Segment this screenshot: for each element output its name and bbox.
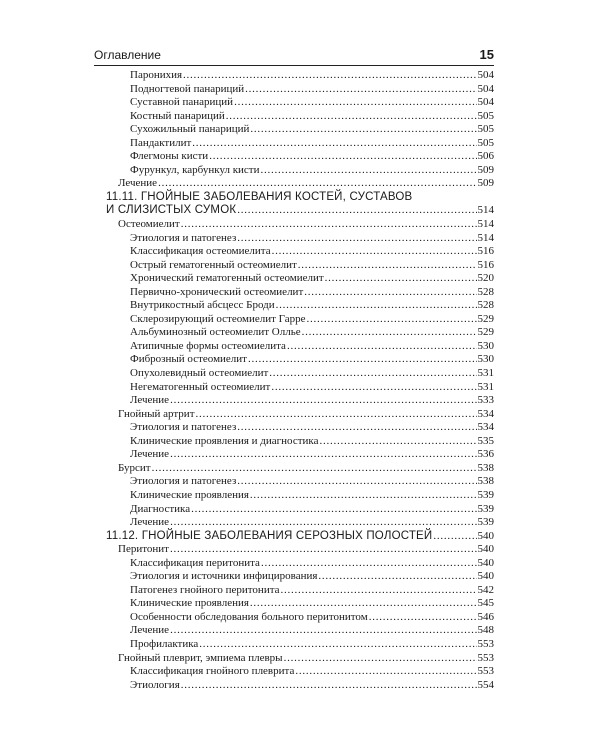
- toc-entry-page: 509: [477, 163, 494, 176]
- toc-entry-title: Хронический гематогенный остеомиелит: [130, 272, 324, 285]
- toc-entry-page: 531: [477, 367, 494, 380]
- toc-entry[interactable]: [94, 326, 494, 340]
- toc-entry-title: Классификация гнойного плеврита: [130, 665, 295, 678]
- toc-entry-title: Негематогенный остеомиелит: [130, 380, 271, 393]
- dot-leader: [276, 299, 477, 313]
- dot-leader: [234, 96, 476, 110]
- toc-entry-page: 553: [477, 665, 494, 678]
- toc-entry[interactable]: [94, 83, 494, 97]
- toc-entry[interactable]: [94, 665, 494, 679]
- toc-entry-title: Клинические проявления: [130, 488, 249, 501]
- toc-entry-title: Пандактилит: [130, 136, 192, 149]
- dot-leader: [196, 408, 477, 422]
- toc-entry[interactable]: [94, 69, 494, 83]
- toc-entry-page: 553: [477, 651, 494, 664]
- dot-leader: [248, 353, 477, 367]
- toc-entry-page: 540: [477, 543, 494, 556]
- toc-entry[interactable]: [94, 408, 494, 422]
- toc-entry[interactable]: [94, 448, 494, 462]
- toc-entry-page: 520: [477, 272, 494, 285]
- toc-entry[interactable]: [94, 218, 494, 232]
- toc-entry-title: Гнойный плеврит, эмпиема плевры: [118, 651, 283, 664]
- toc-entry[interactable]: [94, 516, 494, 530]
- toc-entry-title: Фурункул, карбункул кисти: [130, 163, 260, 176]
- toc-entry-page: 554: [477, 678, 494, 691]
- toc-entry-title: Остеомиелит: [118, 218, 180, 231]
- toc-entry[interactable]: [94, 584, 494, 598]
- dot-leader: [183, 69, 476, 83]
- toc-entry-title: 11.12. ГНОЙНЫЕ ЗАБОЛЕВАНИЯ СЕРОЗНЫХ ПОЛОСТЕЙ: [106, 529, 433, 542]
- dot-leader: [199, 638, 476, 652]
- toc-entry-page: 516: [477, 258, 494, 271]
- toc-entry-title: Этиология и патогенез: [130, 421, 237, 434]
- dot-leader: [237, 421, 476, 435]
- toc-entry-title: Склерозирующий остеомиелит Гарре: [130, 312, 306, 325]
- toc-entry[interactable]: [94, 137, 494, 151]
- dot-leader: [287, 340, 477, 354]
- toc-entry-title: Фиброзный остеомиелит: [130, 353, 247, 366]
- toc-entry[interactable]: [94, 624, 494, 638]
- dot-leader: [269, 367, 476, 381]
- toc-entry-page: 530: [477, 339, 494, 352]
- toc-entry[interactable]: [94, 611, 494, 625]
- toc-entry[interactable]: [94, 421, 494, 435]
- dot-leader: [152, 462, 477, 476]
- toc-entry-title: И СЛИЗИСТЫХ СУМОК: [106, 204, 237, 217]
- dot-leader: [170, 394, 476, 408]
- toc-entry-page: 505: [477, 109, 494, 122]
- toc-entry[interactable]: [94, 503, 494, 517]
- toc-entry-title: Флегмоны кисти: [130, 150, 209, 163]
- dot-leader: [271, 381, 476, 395]
- dot-leader: [272, 245, 477, 259]
- dot-leader: [307, 313, 477, 327]
- toc-section-heading[interactable]: 11.11. ГНОЙНЫЕ ЗАБОЛЕВАНИЯ КОСТЕЙ, СУСТАВОВ: [106, 190, 413, 203]
- toc-entry-title: Этиология и источники инфицирования: [130, 570, 318, 583]
- toc-entry-title: Лечение: [118, 177, 158, 190]
- dot-leader: [318, 570, 476, 584]
- toc-entry-page: 539: [477, 516, 494, 529]
- toc-entry-title: Бурсит: [118, 461, 151, 474]
- dot-leader: [245, 83, 476, 97]
- toc-entry-page: 531: [477, 380, 494, 393]
- toc-entry-page: 546: [477, 610, 494, 623]
- toc-entry-page: 514: [477, 218, 494, 231]
- toc-entry[interactable]: [94, 557, 494, 571]
- dot-leader: [170, 448, 476, 462]
- toc-entry[interactable]: [94, 353, 494, 367]
- toc-entry-title: Сухожильный панариций: [130, 123, 250, 136]
- toc-entry-page: 528: [477, 285, 494, 298]
- toc-entry-title: Перитонит: [118, 543, 169, 556]
- toc-entry-title: Гнойный артрит: [118, 407, 195, 420]
- dot-leader: [158, 177, 476, 191]
- dot-leader: [170, 516, 476, 530]
- dot-leader: [261, 557, 477, 571]
- toc-entry-page: 504: [477, 69, 494, 81]
- toc-entry-title: Опухолевидный остеомиелит: [130, 367, 269, 380]
- toc-entry[interactable]: [94, 313, 494, 327]
- header-page-number: 15: [479, 47, 494, 62]
- toc-entry[interactable]: [94, 123, 494, 137]
- toc-entry-title: Классификация перитонита: [130, 556, 260, 569]
- running-header: [94, 45, 494, 66]
- toc-entry[interactable]: [94, 462, 494, 476]
- toc-entry[interactable]: [94, 475, 494, 489]
- toc-entry-page: 540: [477, 570, 494, 583]
- dot-leader: [250, 597, 477, 611]
- toc-entry-title: Клинические проявления и диагностика: [130, 434, 319, 447]
- toc-entry-title: Атипичные формы остеомиелита: [130, 339, 286, 352]
- toc-entry-page: 539: [477, 502, 494, 515]
- toc-entry-page: 530: [477, 353, 494, 366]
- toc-entry-page: 529: [477, 312, 494, 325]
- dot-leader: [237, 204, 476, 218]
- toc-entry-title: Классификация остеомиелита: [130, 245, 271, 258]
- dot-leader: [250, 489, 477, 503]
- dot-leader: [284, 652, 477, 666]
- toc-entry[interactable]: [94, 394, 494, 408]
- toc-entry-page: 529: [477, 326, 494, 339]
- toc-entry-title: Паронихия: [130, 69, 183, 81]
- dot-leader: [369, 611, 477, 625]
- toc-entry[interactable]: [94, 299, 494, 313]
- toc-entry-title: Первично-хронический остеомиелит: [130, 285, 304, 298]
- toc-entry[interactable]: [94, 245, 494, 259]
- toc-entry-page: 505: [477, 136, 494, 149]
- toc-entry-page: 514: [477, 204, 494, 217]
- toc-entry[interactable]: [94, 638, 494, 652]
- dot-leader: [261, 164, 477, 178]
- toc-entry[interactable]: [94, 367, 494, 381]
- dot-leader: [281, 584, 477, 598]
- toc-entry-title: Диагностика: [130, 502, 191, 515]
- toc-entry[interactable]: [94, 259, 494, 273]
- dot-leader: [170, 543, 477, 557]
- toc-entry-title: Острый гематогенный остеомиелит: [130, 258, 297, 271]
- toc-entry[interactable]: [94, 570, 494, 584]
- toc-entry-title: Альбуминозный остеомиелит Оллье: [130, 326, 301, 339]
- toc-entry[interactable]: [94, 543, 494, 557]
- toc-entry-page: 534: [477, 421, 494, 434]
- toc-entry-page: 516: [477, 245, 494, 258]
- toc-entry-title: Лечение: [130, 448, 170, 461]
- toc-entry-title: Лечение: [130, 516, 170, 529]
- toc-entry-page: 535: [477, 434, 494, 447]
- toc-entry-title: Этиология и патогенез: [130, 475, 237, 488]
- toc-entry-page: 536: [477, 448, 494, 461]
- toc-entry[interactable]: [94, 597, 494, 611]
- toc-entry-page: 538: [477, 475, 494, 488]
- dot-leader: [181, 679, 477, 693]
- toc-entry-page: 545: [477, 597, 494, 610]
- toc-entry[interactable]: [94, 110, 494, 124]
- toc-entry-page: 528: [477, 299, 494, 312]
- toc-section-heading-cont[interactable]: [94, 204, 494, 218]
- toc-entry-page: 538: [477, 461, 494, 474]
- toc-entry-title: Патогенез гнойного перитонита: [130, 583, 280, 596]
- toc-entry[interactable]: [94, 652, 494, 666]
- toc-entry-title: Этиология: [130, 678, 180, 691]
- dot-leader: [319, 435, 476, 449]
- toc-entry-title: Лечение: [130, 394, 170, 407]
- toc-entry-page: 533: [477, 394, 494, 407]
- toc-entry-page: 539: [477, 488, 494, 501]
- toc-entry[interactable]: [94, 489, 494, 503]
- toc-entry[interactable]: [94, 150, 494, 164]
- toc-entry-page: 553: [477, 637, 494, 650]
- toc-entry-page: 534: [477, 407, 494, 420]
- toc-entry-title: Суставной панариций: [130, 96, 234, 109]
- dot-leader: [237, 232, 476, 246]
- dot-leader: [298, 259, 477, 273]
- toc-entry-page: 505: [477, 123, 494, 136]
- toc-entry-page: 504: [477, 96, 494, 109]
- toc-entry-title: Лечение: [130, 624, 170, 637]
- toc-entry-page: 506: [477, 150, 494, 163]
- toc-entry-page: 542: [477, 583, 494, 596]
- toc-entry[interactable]: [94, 340, 494, 354]
- toc-entry-title: Особенности обследования больного перитонитом: [130, 610, 368, 623]
- toc-entry[interactable]: [94, 679, 494, 693]
- toc-entry-title: Этиология и патогенез: [130, 231, 237, 244]
- dot-leader: [325, 272, 477, 286]
- dot-leader: [170, 624, 476, 638]
- toc-entry-page: 514: [477, 231, 494, 244]
- toc-section-heading[interactable]: [94, 530, 494, 544]
- toc-entry[interactable]: [94, 164, 494, 178]
- toc-entry-title: Клинические проявления: [130, 597, 249, 610]
- toc-entry-page: 540: [477, 556, 494, 569]
- dot-leader: [209, 150, 476, 164]
- toc-entry[interactable]: [94, 286, 494, 300]
- toc-entry[interactable]: [94, 177, 494, 191]
- toc-entry[interactable]: [94, 272, 494, 286]
- table-of-contents: [94, 69, 494, 692]
- toc-entry-page: 548: [477, 624, 494, 637]
- toc-entry[interactable]: [94, 96, 494, 110]
- dot-leader: [433, 530, 476, 544]
- dot-leader: [226, 110, 477, 124]
- toc-entry-title: Костный панариций: [130, 109, 225, 122]
- dot-leader: [302, 326, 477, 340]
- dot-leader: [192, 137, 476, 151]
- toc-entry-title: Подногтевой панариций: [130, 82, 245, 95]
- toc-entry[interactable]: [94, 435, 494, 449]
- dot-leader: [250, 123, 476, 137]
- toc-entry[interactable]: [94, 232, 494, 246]
- header-title: Оглавление: [94, 48, 161, 62]
- dot-leader: [295, 665, 476, 679]
- toc-entry-page: 540: [477, 529, 494, 542]
- dot-leader: [304, 286, 476, 300]
- dot-leader: [191, 503, 476, 517]
- toc-entry-title: Профилактика: [130, 637, 199, 650]
- toc-entry-title: Внутрикостный абсцесс Броди: [130, 299, 275, 312]
- toc-entry-page: 509: [477, 177, 494, 190]
- toc-entry[interactable]: [94, 381, 494, 395]
- dot-leader: [181, 218, 477, 232]
- dot-leader: [237, 475, 476, 489]
- toc-entry-page: 504: [477, 82, 494, 95]
